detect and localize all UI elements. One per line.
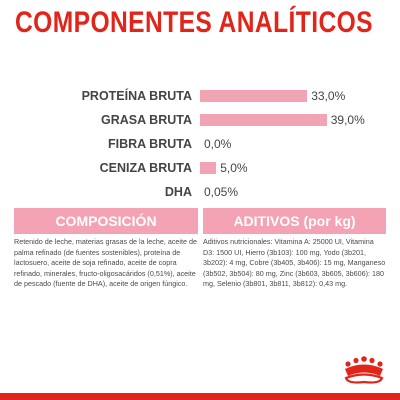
page-title: COMPONENTES ANALÍTICOS (15, 6, 373, 39)
nutrient-value: 0,05% (204, 185, 239, 199)
nutrient-row (0, 134, 400, 156)
composicion-text: Retenido de leche, materias grasas de la leche, aceite de palma refinado (de fuentes sostenibles), proteína de lactosuero, aceite de soja refinado, aceite de copra refinado, minerales, fructo-oligosacáridos (0,51%), aceite de pescado (fuente de DHA), aceite de origen fúngico. (14, 237, 197, 289)
nutrient-row (0, 110, 400, 132)
nutrient-bar (200, 90, 307, 102)
nutrient-row (0, 158, 400, 180)
nutrient-value: 39,0% (330, 113, 365, 127)
aditivos-text: Aditivos nutricionales: Vitamina A: 25000 UI, Vitamina D3: 1500 UI, Hierro (3b103): 100 mg, Yodo (3b201, 3b202): 4 mg, Cobre (3b405, 3b406): 15 mg, Manganeso (3b502, 3b504): 80 mg, Zinc (3b603, 3b605, 3b606): 180 mg, Selenio (3b801, 3b811, 3b812): 0,43 mg. (203, 237, 386, 289)
crown-icon (340, 356, 388, 386)
nutrient-label: DHA (164, 185, 192, 199)
nutrient-label: CENIZA BRUTA (99, 161, 192, 175)
nutrient-row (0, 182, 400, 204)
nutrient-bar (200, 114, 327, 126)
nutrient-label: FIBRA BRUTA (107, 137, 192, 151)
nutrient-label: PROTEÍNA BRUTA (81, 89, 192, 103)
aditivos-header: ADITIVOS (por kg) (203, 208, 386, 234)
composicion-header: COMPOSICIÓN (14, 208, 198, 234)
brand-footer-line (0, 393, 400, 400)
nutrient-label: GRASA BRUTA (101, 113, 192, 127)
nutrient-row (0, 86, 400, 108)
nutrient-value: 5,0% (220, 161, 248, 175)
nutrient-value: 0,0% (204, 137, 232, 151)
nutrient-bar (200, 162, 216, 174)
nutrient-value: 33,0% (311, 89, 346, 103)
